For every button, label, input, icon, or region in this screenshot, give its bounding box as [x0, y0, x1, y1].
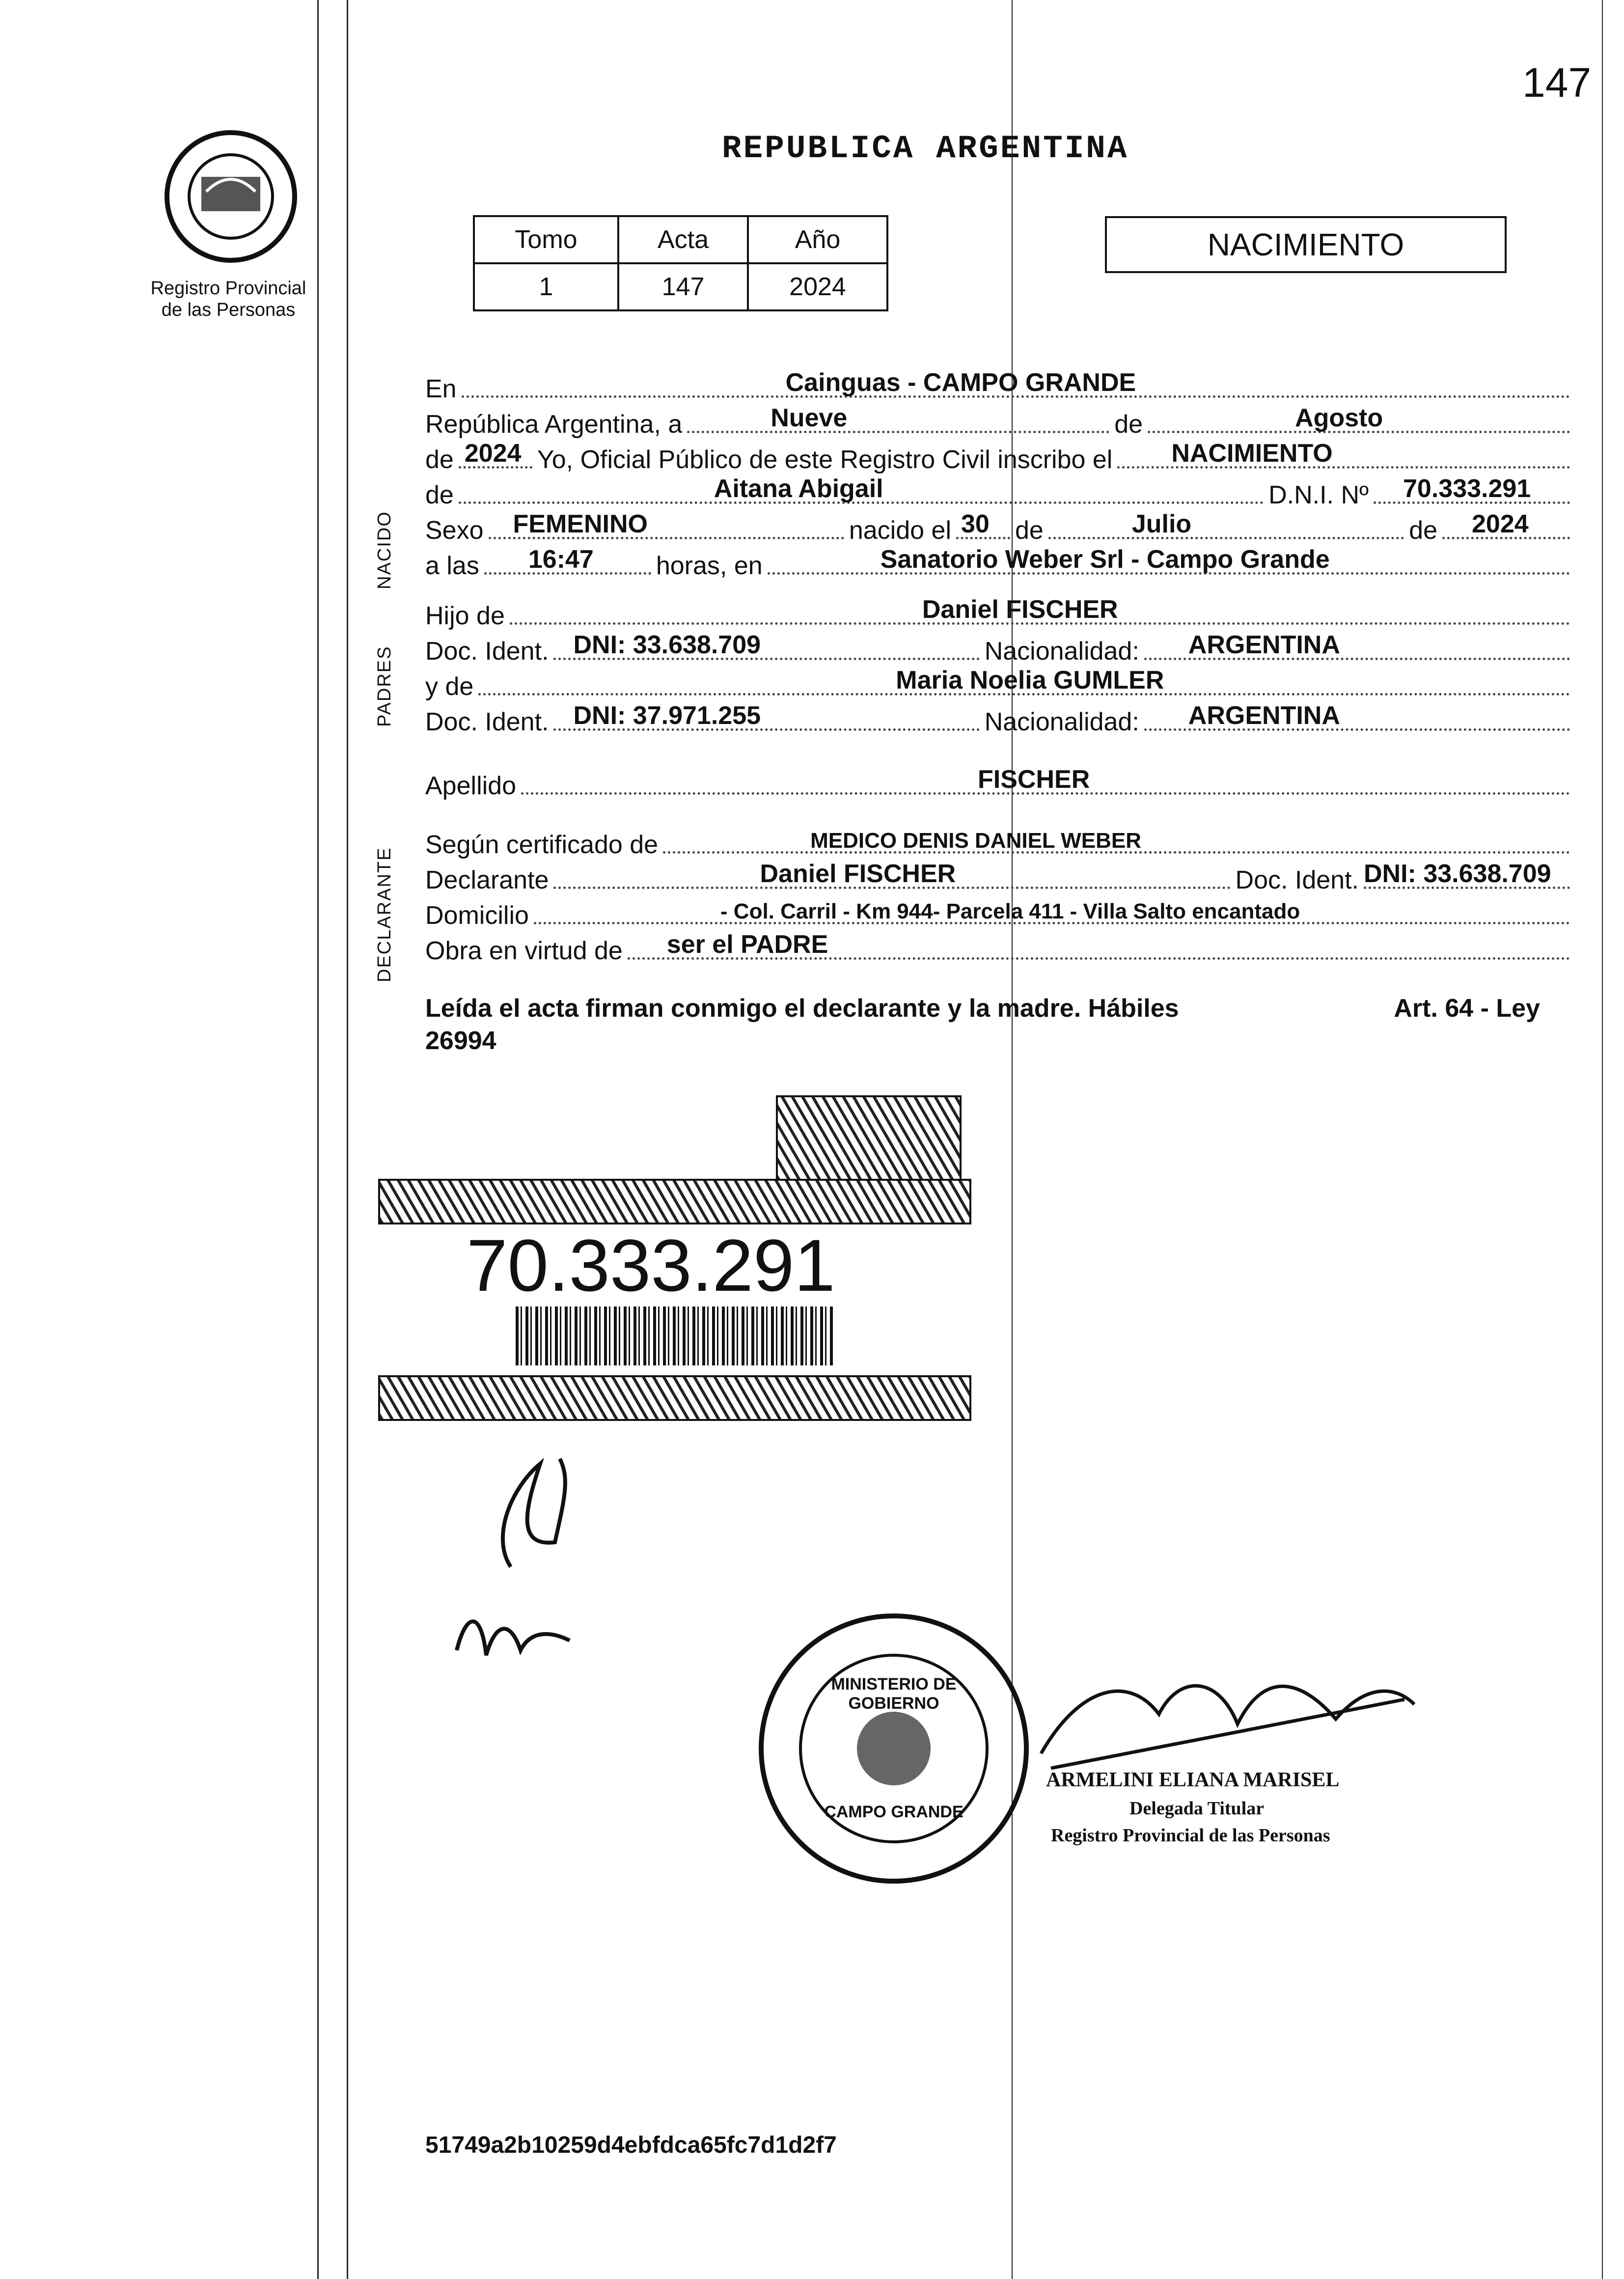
row-nombre [425, 475, 1575, 510]
value-padre-doc: DNI: 33.638.709 [573, 631, 761, 659]
province-logo [162, 123, 300, 270]
official-role: Delegada Titular [1129, 1798, 1265, 1819]
value-lugar: Sanatorio Weber Srl - Campo Grande [880, 545, 1330, 574]
closing-note [425, 992, 1540, 1057]
label-dia: República Argentina, a [425, 410, 683, 439]
label-mes: de [1114, 410, 1143, 439]
label-anio: de [425, 445, 454, 474]
value-domicilio: - Col. Carril - Km 944- Parcela 411 - Villa Salto encantado [720, 899, 1300, 923]
value-certificado: MEDICO DENIS DANIEL WEBER [810, 829, 1141, 853]
sticker-band-top [378, 1179, 971, 1224]
label-madre-nac: Nacionalidad: [984, 708, 1139, 736]
value-madre: Maria Noelia GUMLER [896, 666, 1164, 695]
note-line-2: 26994 [425, 1027, 496, 1055]
value-nacido-mes: Julio [1131, 510, 1192, 538]
row-sexo [425, 511, 1575, 545]
col-acta: Acta [618, 216, 748, 263]
org-name [147, 278, 309, 321]
barcode [516, 1306, 835, 1365]
value-anio: 2024 [464, 439, 522, 468]
stamp-inner-text: MINISTERIO DE GOBIERNO [831, 1675, 957, 1713]
label-declarante: Declarante [425, 866, 549, 894]
val-anio: 2024 [748, 263, 887, 310]
row-apellido [425, 766, 1575, 801]
val-tomo: 1 [474, 263, 618, 310]
note-line-1: Leída el acta firman conmigo el declarante y la madre. Hábiles [425, 994, 1179, 1023]
row-madre-doc [425, 702, 1575, 737]
official-name: ARMELINI ELIANA MARISEL [1046, 1769, 1340, 1791]
value-dni: 70.333.291 [1403, 474, 1531, 503]
note-line-1b: Art. 64 - Ley [1394, 994, 1540, 1023]
value-madre-nac: ARGENTINA [1188, 701, 1340, 730]
label-padre-doc: Doc. Ident. [425, 637, 549, 666]
official-stamp [756, 1611, 1031, 1886]
value-nacido-dia: 30 [961, 510, 990, 538]
row-padre [425, 596, 1575, 631]
label-nacido-mes: de [1015, 516, 1044, 545]
label-apellido: Apellido [425, 772, 517, 800]
row-obra [425, 931, 1575, 966]
value-mes: Agosto [1295, 404, 1383, 432]
label-nombre: de [425, 481, 454, 509]
label-madre-doc: Doc. Ident. [425, 708, 549, 736]
value-hora: 16:47 [528, 545, 594, 574]
label-nacido-dia: nacido el [849, 516, 951, 545]
label-hora: a las [425, 552, 479, 580]
label-dni: D.N.I. Nº [1268, 481, 1369, 509]
col-anio: Año [748, 216, 887, 263]
value-padre-nac: ARGENTINA [1188, 631, 1340, 659]
label-en: En [425, 375, 457, 403]
row-hora [425, 546, 1575, 581]
official-org: Registro Provincial de las Personas [1051, 1825, 1330, 1846]
label-padre-nac: Nacionalidad: [984, 637, 1139, 666]
stamp-place: CAMPO GRANDE [824, 1803, 963, 1821]
page-number: 147 [1522, 59, 1592, 106]
page-title: REPUBLICA ARGENTINA [722, 130, 1129, 167]
barcode-number: 70.333.291 [467, 1224, 835, 1306]
stamp-ring-text [756, 1611, 757, 1612]
value-declarante-doc: DNI: 33.638.709 [1364, 860, 1551, 888]
row-padre-doc [425, 632, 1575, 666]
row-declarante [425, 861, 1575, 895]
value-sexo: FEMENINO [513, 510, 648, 538]
act-type-box: NACIMIENTO [1105, 216, 1507, 273]
row-madre [425, 667, 1575, 701]
value-declarante: Daniel FISCHER [760, 860, 956, 888]
label-lugar: horas, en [656, 552, 763, 580]
label-sexo: Sexo [425, 516, 484, 545]
mother-signature [452, 1601, 579, 1670]
label-domicilio: Domicilio [425, 901, 529, 930]
registry-table [473, 215, 888, 311]
side-padres: PADRES [374, 645, 395, 727]
row-oficial [425, 440, 1575, 474]
row-certificado [425, 825, 1575, 860]
margin-line-right [1602, 0, 1603, 2279]
col-tomo: Tomo [474, 216, 618, 263]
label-oficial: Yo, Oficial Público de este Registro Civil inscribo el [537, 445, 1113, 474]
label-padre: Hijo de [425, 602, 505, 630]
sticker-band-bottom [378, 1375, 971, 1421]
document-hash: 51749a2b10259d4ebfdca65fc7d1d2f7 [425, 2132, 837, 2158]
value-obra: ser el PADRE [666, 930, 828, 959]
row-domicilio [425, 896, 1575, 930]
label-madre: y de [425, 672, 474, 701]
value-oficial: NACIMIENTO [1171, 439, 1333, 468]
value-dia: Nueve [771, 404, 848, 432]
value-en: Cainguas - CAMPO GRANDE [785, 368, 1136, 397]
security-hologram [776, 1095, 962, 1183]
value-nombre: Aitana Abigail [714, 474, 883, 503]
label-declarante-doc: Doc. Ident. [1235, 866, 1359, 894]
seal-icon [162, 123, 300, 270]
value-padre: Daniel FISCHER [922, 595, 1118, 624]
org-line-1: Registro Provincial [150, 278, 306, 299]
row-en [425, 369, 1575, 404]
label-nacido-anio: de [1409, 516, 1437, 545]
margin-line-left-2 [347, 0, 348, 2279]
official-signature [1031, 1655, 1424, 1783]
value-nacido-anio: 2024 [1472, 510, 1529, 538]
side-nacido: NACIDO [374, 511, 395, 589]
label-certificado: Según certificado de [425, 831, 659, 859]
label-obra: Obra en virtud de [425, 937, 623, 965]
margin-line-left [317, 0, 319, 2279]
value-apellido: FISCHER [978, 765, 1090, 794]
org-line-2: de las Personas [161, 300, 296, 320]
side-declarante: DECLARANTE [374, 847, 395, 982]
declarant-signature [481, 1449, 579, 1577]
val-acta: 147 [618, 263, 748, 310]
row-fecha [425, 405, 1575, 439]
fold-line [1012, 0, 1013, 2279]
value-madre-doc: DNI: 37.971.255 [573, 701, 761, 730]
